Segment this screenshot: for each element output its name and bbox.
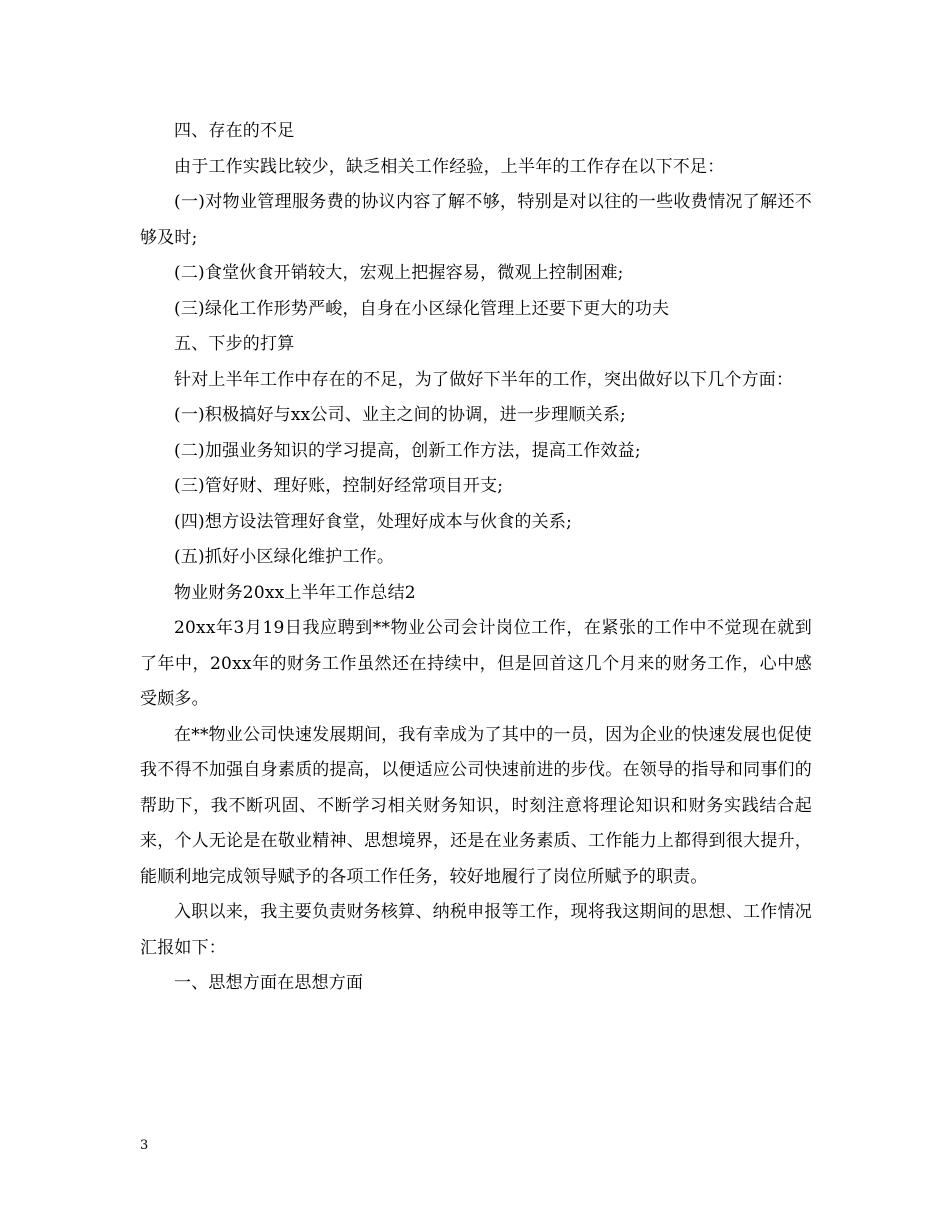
paragraph: 20xx年3月19日我应聘到**物业公司会计岗位工作，在紧张的工作中不觉现在就到了年中，20xx年的财务工作虽然还在持续中，但是回首这几个月来的财务工作，心中感受颇多。 [140, 618, 812, 709]
section-heading-thought: 一、思想方面在思想方面 [174, 973, 364, 993]
list-item: (三)管好财、理好账，控制好经常项目开支; [174, 476, 504, 496]
list-item: (五)抓好小区绿化维护工作。 [174, 547, 395, 567]
list-item: (四)想方设法管理好食堂，处理好成本与伙食的关系; [174, 511, 572, 532]
list-item: (三)绿化工作形势严峻，自身在小区绿化管理上还要下更大的功夫 [174, 298, 670, 319]
list-item: (二)加强业务知识的学习提高，创新工作方法，提高工作效益; [174, 440, 641, 461]
list-item: (一)对物业管理服务费的协议内容了解不够，特别是对以往的一些收费情况了解还不够及时; [140, 192, 812, 248]
list-item: (一)积极搞好与xx公司、业主之间的协调，进一步理顺关系; [174, 405, 626, 425]
section-heading-next-plans: 五、下步的打算 [174, 334, 295, 354]
section-heading-shortcomings: 四、存在的不足 [174, 121, 295, 141]
page-number: 3 [140, 1138, 149, 1153]
paragraph: 入职以来，我主要负责财务核算、纳税申报等工作，现将我这期间的思想、工作情况汇报如下： [140, 902, 812, 958]
list-item: (二)食堂伙食开销较大，宏观上把握容易，微观上控制困难; [174, 263, 624, 283]
paragraph: 由于工作实践比较少，缺乏相关工作经验，上半年的工作存在以下不足： [174, 156, 725, 177]
paragraph: 在**物业公司快速发展期间，我有幸成为了其中的一员，因为企业的快速发展也促使我不得不加强自身素质的提高，以便适应公司快速前进的步伐。在领导的指导和同事们的帮助下，我不断巩固、不断学习相关财务知识，时刻注意将理论知识和财务实践结合起来，个人无论是在敬业精神、思想境界，还是在业务素质、工作能力上都得到很大提升，能顺利地完成领导赋予的各项工作任务，较好地履行了岗位所赋予的职责。 [140, 724, 812, 887]
article-title: 物业财务20xx上半年工作总结2 [174, 582, 416, 603]
document-body [140, 114, 812, 1002]
paragraph: 针对上半年工作中存在的不足，为了做好下半年的工作，突出做好以下几个方面： [174, 369, 794, 390]
